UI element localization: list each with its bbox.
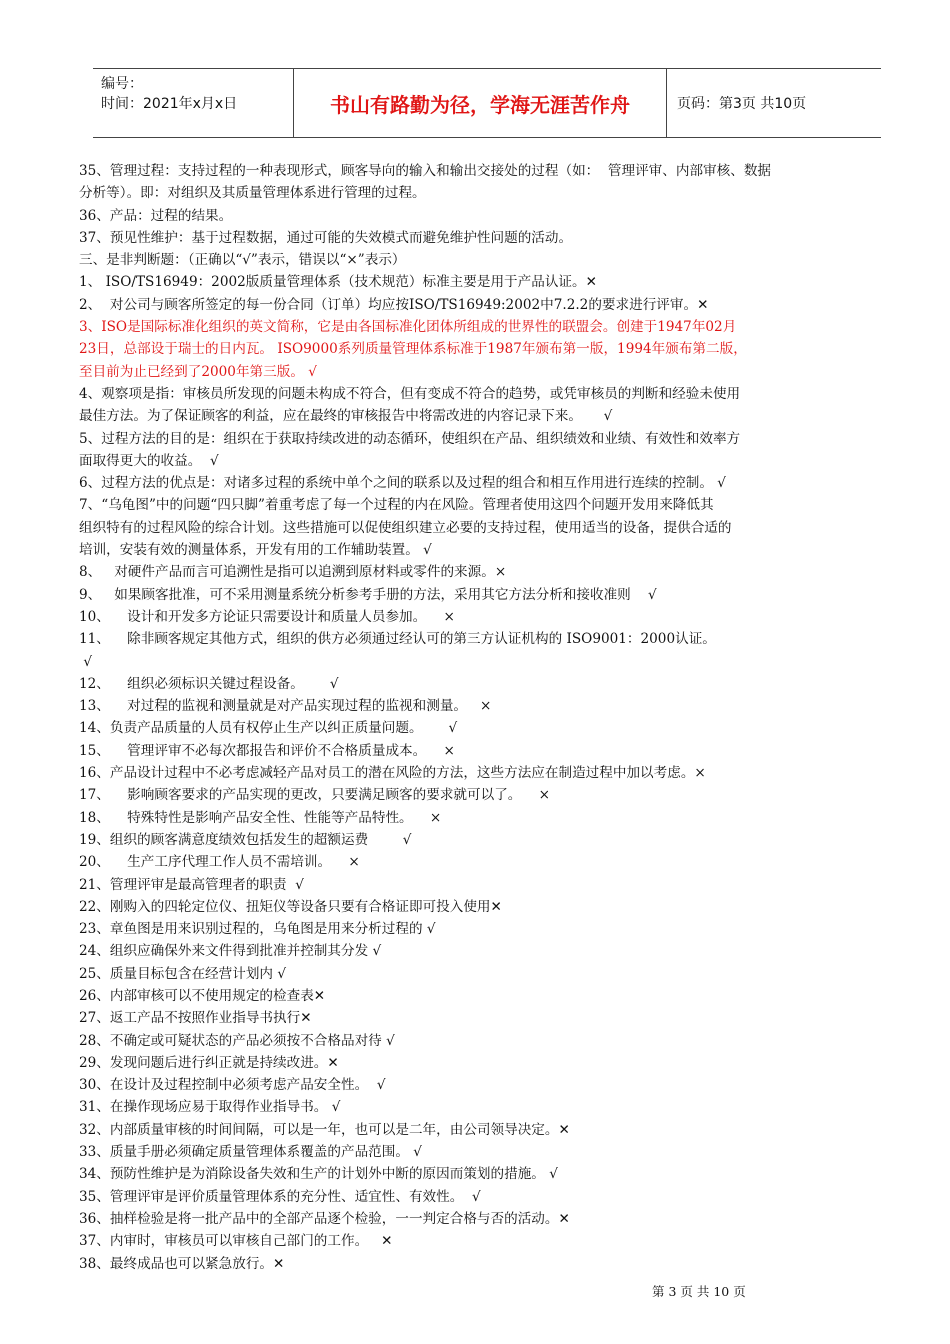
text-line: 最佳方法。为了保证顾客的利益，应在最终的审核报告中将需改进的内容记录下来。 √ — [79, 408, 613, 425]
text-line: 2、 对公司与顾客所签定的每一份合同（订单）均应按ISO/TS16949:2002中7.2.2的要求进行评审。✕ — [79, 296, 709, 313]
text-line: 34、预防性维护是为消除设备失效和生产的计划外中断的原因而策划的措施。 √ — [79, 1166, 558, 1183]
page-footer: 第 3 页 共 10 页 — [652, 1284, 746, 1299]
text-line: 20、 生产工序代理工作人员不需培训。 × — [79, 854, 360, 871]
text-line: 9、 如果顾客批准，可不采用测量系统分析参考手册的方法，采用其它方法分析和接收准则 √ — [79, 586, 657, 603]
text-line: 30、在设计及过程控制中必须考虑产品安全性。 √ — [79, 1077, 386, 1094]
page-header — [93, 68, 881, 138]
header-motto: 书山有路勤为径，学海无涯苦作舟 — [330, 92, 630, 117]
text-line: 13、 对过程的监视和测量就是对产品实现过程的监视和测量。 × — [79, 698, 492, 715]
text-line: 16、产品设计过程中不必考虑减轻产品对员工的潜在风险的方法，这些方法应在制造过程中加以考虑。× — [79, 765, 706, 782]
text-line: 17、 影响顾客要求的产品实现的更改，只要满足顾客的要求就可以了。 × — [79, 787, 551, 804]
text-line: 3、ISO是国际标准化组织的英文简称，它是由各国标准化团体所组成的世界性的联盟会。创建于1947年02月 — [79, 319, 737, 336]
text-line: 38、最终成品也可以紧急放行。✕ — [79, 1255, 285, 1272]
document-number-label: 编号： — [101, 76, 143, 92]
text-line: 36、产品：过程的结果。 — [79, 207, 233, 224]
text-line: 35、管理评审是评价质量管理体系的充分性、适宜性、有效性。 √ — [79, 1188, 481, 1205]
text-line: 25、质量目标包含在经营计划内 √ — [79, 965, 286, 982]
text-line: 5、过程方法的目的是：组织在于获取持续改进的动态循环，使组织在产品、组织绩效和业绩、有效性和效率方 — [79, 430, 741, 447]
text-line: 12、 组织必须标识关键过程设备。 √ — [79, 675, 339, 692]
text-line: 组织特有的过程风险的综合计划。这些措施可以促使组织建立必要的支持过程，使用适当的设备，提供合适的 — [79, 519, 732, 536]
text-line: 29、发现问题后进行纠正就是持续改进。✕ — [79, 1054, 339, 1071]
text-line: 6、过程方法的优点是：对诸多过程的系统中单个之间的联系以及过程的组合和相互作用进行连续的控制。 √ — [79, 475, 726, 492]
header-meta — [93, 69, 293, 137]
text-line: 4、观察项是指：审核员所发现的问题未构成不符合，但有变成不符合的趋势，或凭审核员的判断和经验未使用 — [79, 385, 741, 402]
text-line: 分析等）。即：对组织及其质量管理体系进行管理的过程。 — [79, 185, 426, 202]
text-line: 培训，安装有效的测量体系，开发有用的工作辅助装置。 √ — [79, 542, 432, 559]
text-line: √ — [79, 653, 92, 670]
text-line: 15、 管理评审不必每次都报告和评价不合格质量成本。 × — [79, 742, 455, 759]
text-line: 1、 ISO/TS16949：2002版质量管理体系（技术规范）标准主要是用于产品认证。✕ — [79, 274, 598, 291]
text-line: 面取得更大的收益。 √ — [79, 452, 219, 469]
text-line: 37、内审时，审核员可以审核自己部门的工作。 ✕ — [79, 1233, 393, 1250]
text-line: 36、抽样检验是将一批产品中的全部产品逐个检验，一一判定合格与否的活动。✕ — [79, 1210, 570, 1227]
text-line: 37、预见性维护：基于过程数据，通过可能的失效模式而避免维护性问题的活动。 — [79, 229, 573, 246]
text-line: 7、“乌龟图”中的问题“四只脚”着重考虑了每一个过程的内在风险。管理者使用这四个问题开发用来降低其 — [79, 497, 714, 514]
text-line: 26、内部审核可以不使用规定的检查表✕ — [79, 987, 326, 1004]
text-line: 23、章鱼图是用来识别过程的，乌龟图是用来分析过程的 √ — [79, 921, 436, 938]
text-line: 24、组织应确保外来文件得到批准并控制其分发 √ — [79, 943, 382, 960]
document-body — [79, 160, 919, 1275]
text-line: 21、管理评审是最高管理者的职责 √ — [79, 876, 304, 893]
text-line: 至目前为止已经到了2000年第三版。 √ — [79, 363, 317, 380]
text-line: 27、返工产品不按照作业指导书执行✕ — [79, 1010, 312, 1027]
text-line: 19、组织的顾客满意度绩效包括发生的超额运费 √ — [79, 831, 412, 848]
header-page-info: 页码：第3页 共10页 — [677, 96, 807, 112]
text-line: 28、不确定或可疑状态的产品必须按不合格品对待 √ — [79, 1032, 395, 1049]
header-motto-cell — [293, 69, 667, 137]
text-line: 31、在操作现场应易于取得作业指导书。 √ — [79, 1099, 341, 1116]
text-line: 35、管理过程：支持过程的一种表现形式，顾客导向的输入和输出交接处的过程（如： 管理评审、内部审核、数据 — [79, 163, 772, 179]
text-line: 32、内部质量审核的时间间隔，可以是一年，也可以是二年，由公司领导决定。✕ — [79, 1121, 570, 1138]
text-line: 23日，总部设于瑞士的日内瓦。 ISO9000系列质量管理体系标准于1987年颁布第一版，1994年颁布第二版， — [79, 341, 747, 358]
document-time-label: 时间：2021年x月x日 — [101, 96, 238, 112]
text-line: 33、质量手册必须确定质量管理体系覆盖的产品范围。 √ — [79, 1144, 422, 1161]
text-line: 22、刚购入的四轮定位仪、扭矩仪等设备只要有合格证即可投入使用✕ — [79, 898, 502, 915]
text-line: 14、负责产品质量的人员有权停止生产以纠正质量问题。 √ — [79, 720, 458, 737]
text-line: 18、 特殊特性是影响产品安全性、性能等产品特性。 × — [79, 809, 442, 826]
text-line: 11、 除非顾客规定其他方式，组织的供方必须通过经认可的第三方认证机构的 ISO9001：2000认证。 — [79, 631, 716, 648]
text-line: 三、是非判断题：（正确以“√”表示，错误以“×”表示） — [79, 252, 406, 269]
text-line: 10、 设计和开发多方论证只需要设计和质量人员参加。 × — [79, 608, 455, 625]
text-line: 8、 对硬件产品而言可追溯性是指可以追溯到原材料或零件的来源。× — [79, 564, 507, 581]
